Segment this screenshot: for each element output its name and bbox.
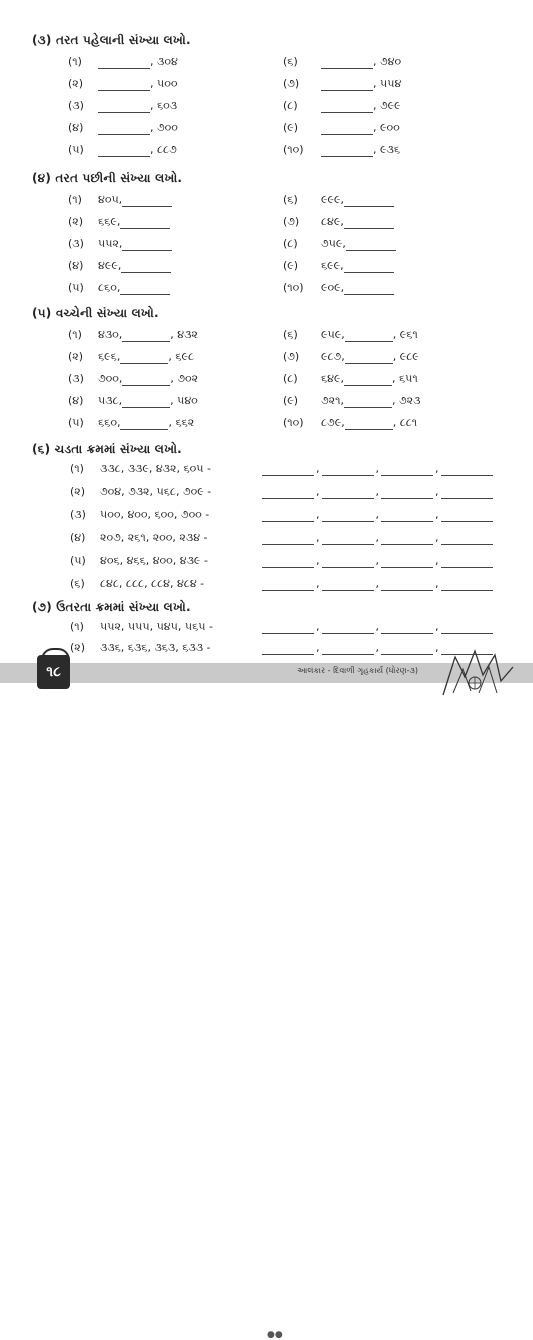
- item-numbers: ૮૪૮, ૮૮૮, ૮૮૪, ૪૮૪ -: [100, 577, 205, 590]
- answer-blank[interactable]: [321, 79, 373, 91]
- item-value: , ૭૦૨: [170, 372, 199, 385]
- answer-blank[interactable]: [381, 643, 433, 655]
- item-value: , ૬૫૧: [392, 372, 418, 385]
- sequence-row: [70, 577, 495, 591]
- item-number: (૨): [68, 350, 84, 363]
- item-value: ૯૯૯,: [321, 193, 345, 206]
- question-item: [283, 372, 418, 386]
- answer-blank[interactable]: [98, 123, 150, 135]
- comma-separator: ,: [435, 462, 439, 475]
- item-value: , ૯૩૬: [373, 143, 400, 156]
- answer-blank[interactable]: [441, 533, 493, 545]
- section-4-title: (૪) તરત પછીની સંખ્યા લખો.: [32, 171, 183, 185]
- answer-blank[interactable]: [381, 464, 433, 476]
- question-item: [283, 328, 418, 342]
- answer-blank[interactable]: [322, 464, 374, 476]
- answer-blank[interactable]: [321, 57, 373, 69]
- comma-separator: ,: [435, 554, 439, 567]
- answer-blank[interactable]: [381, 533, 433, 545]
- item-numbers: ૩૩૮, ૩૩૯, ૪૩૨, ૬૦૫ -: [100, 462, 211, 475]
- item-number: (૮): [283, 237, 298, 250]
- item-number: (૫): [68, 143, 84, 156]
- question-item: [68, 143, 177, 157]
- answer-blank[interactable]: [262, 510, 314, 522]
- comma-separator: ,: [375, 462, 379, 475]
- question-item: [283, 143, 400, 157]
- item-number: (૬): [283, 193, 298, 206]
- decorative-sketch-icon: [435, 647, 515, 697]
- answer-blank[interactable]: [381, 579, 433, 591]
- answer-blank[interactable]: [344, 261, 394, 273]
- question-item: [283, 259, 394, 273]
- item-value: ૮૪૯,: [321, 215, 344, 228]
- answer-blank[interactable]: [322, 510, 374, 522]
- item-number: (૩): [70, 508, 86, 521]
- answer-blank[interactable]: [262, 643, 314, 655]
- comma-separator: ,: [316, 508, 320, 521]
- item-number: (૨): [68, 77, 84, 90]
- answer-blank[interactable]: [120, 352, 168, 364]
- item-number: (૧૦): [283, 143, 304, 156]
- item-value: , ૫૦૦: [150, 77, 178, 90]
- question-item: [283, 281, 394, 295]
- item-value: , ૬૬૨: [168, 416, 195, 429]
- item-number: (૯): [283, 394, 299, 407]
- sequence-row: [70, 485, 495, 499]
- comma-separator: ,: [316, 485, 320, 498]
- question-item: [68, 281, 170, 295]
- answer-blank[interactable]: [441, 487, 493, 499]
- section-5-title: (૫) વચ્ચેની સંખ્યા લખો.: [32, 306, 159, 320]
- item-number: (૬): [283, 328, 298, 341]
- comma-separator: ,: [435, 485, 439, 498]
- comma-separator: ,: [316, 620, 320, 633]
- item-value: , ૬૯૮: [168, 350, 195, 363]
- answer-blank[interactable]: [262, 464, 314, 476]
- item-number: (૬): [283, 55, 298, 68]
- question-item: [68, 237, 172, 251]
- section-6-title: (૬) ચડતા ક્રમમાં સંખ્યા લખો.: [32, 442, 182, 456]
- question-item: [68, 259, 171, 273]
- item-number: (૧): [70, 620, 84, 633]
- question-item: [283, 215, 394, 229]
- answer-blank[interactable]: [381, 556, 433, 568]
- item-value: ૪૩૦,: [98, 328, 123, 341]
- comma-separator: ,: [435, 508, 439, 521]
- answer-blank[interactable]: [441, 579, 493, 591]
- comma-separator: ,: [375, 577, 379, 590]
- comma-separator: ,: [316, 641, 320, 654]
- item-value: ૯૮૭,: [321, 350, 345, 363]
- question-item: [68, 55, 178, 69]
- answer-blank[interactable]: [322, 579, 374, 591]
- item-value: , ૮૮૭: [150, 143, 177, 156]
- item-value: , ૯૮૯: [392, 350, 419, 363]
- item-value: ૬૯૯,: [321, 259, 344, 272]
- item-number: (૯): [283, 259, 299, 272]
- question-item: [283, 99, 401, 113]
- answer-blank[interactable]: [262, 556, 314, 568]
- sequence-row: [70, 508, 495, 522]
- answer-blank[interactable]: [122, 330, 170, 342]
- item-numbers: ૫૫૨, ૫૫૫, ૫૪૫, ૫૬૫ -: [100, 620, 213, 633]
- item-number: (૮): [283, 372, 298, 385]
- answer-blank[interactable]: [321, 123, 373, 135]
- item-value: , ૩૦૪: [150, 55, 178, 68]
- item-number: (૩): [68, 99, 84, 112]
- comma-separator: ,: [435, 641, 439, 654]
- sequence-row: [70, 531, 495, 545]
- item-number: (૫): [68, 416, 84, 429]
- item-number: (૧): [70, 462, 84, 475]
- item-number: (૧): [68, 55, 82, 68]
- answer-blank[interactable]: [345, 352, 393, 364]
- question-item: [283, 350, 419, 364]
- answer-blank[interactable]: [344, 374, 392, 386]
- comma-separator: ,: [435, 620, 439, 633]
- item-value: ૫૫૨,: [98, 237, 123, 250]
- item-numbers: ૪૦૬, ૪૬૬, ૪૦૦, ૪૩૯ -: [100, 554, 208, 567]
- comma-separator: ,: [375, 531, 379, 544]
- answer-blank[interactable]: [441, 556, 493, 568]
- item-number: (૭): [283, 77, 300, 90]
- page-number-badge: ૧૮: [37, 655, 70, 689]
- answer-blank[interactable]: [120, 418, 168, 430]
- comma-separator: ,: [435, 531, 439, 544]
- sequence-row: [70, 554, 495, 568]
- item-value: ૭૨૧,: [321, 394, 344, 407]
- item-value: , ૪૩૨: [170, 328, 198, 341]
- item-value: , ૯૦૦: [373, 121, 400, 134]
- comma-separator: ,: [316, 577, 320, 590]
- answer-blank[interactable]: [344, 217, 394, 229]
- item-value: , ૭૦૦: [150, 121, 178, 134]
- question-item: [68, 372, 198, 386]
- section-7-title: (૭) ઉતરતા ક્રમમાં સંખ્યા લખો.: [32, 600, 191, 614]
- answer-blank[interactable]: [122, 396, 170, 408]
- answer-blank[interactable]: [346, 239, 396, 251]
- item-number: (૧૦): [283, 416, 304, 429]
- question-item: [283, 193, 394, 207]
- item-value: ૬૪૯,: [321, 372, 344, 385]
- question-item: [68, 394, 198, 408]
- speech-bubble-icon: ●●: [267, 1330, 283, 1340]
- answer-blank[interactable]: [322, 533, 374, 545]
- item-value: ૪૦૫,: [98, 193, 123, 206]
- item-numbers: ૭૦૪, ૭૩૨, ૫૬૮, ૭૦૯ -: [100, 485, 212, 498]
- item-value: , ૯૬૧: [392, 328, 418, 341]
- comma-separator: ,: [375, 554, 379, 567]
- answer-blank[interactable]: [121, 261, 171, 273]
- answer-blank[interactable]: [262, 622, 314, 634]
- item-value: ૬૬૦,: [98, 416, 121, 429]
- question-item: [283, 237, 396, 251]
- item-numbers: ૫૦૦, ૪૦૦, ૬૦૦, ૭૦૦ -: [100, 508, 210, 521]
- item-number: (૫): [68, 281, 84, 294]
- item-number: (૭): [283, 350, 300, 363]
- item-number: (૭): [283, 215, 300, 228]
- question-item: [68, 121, 178, 135]
- item-numbers: ૨૦૭, ૨૬૧, ૨૦૦, ૨૩૪ -: [100, 531, 208, 544]
- item-value: ૭૦૦,: [98, 372, 123, 385]
- item-value: ૫૩૮,: [98, 394, 123, 407]
- answer-blank[interactable]: [321, 145, 373, 157]
- answer-blank[interactable]: [122, 374, 170, 386]
- answer-blank[interactable]: [345, 330, 393, 342]
- comma-separator: ,: [316, 462, 320, 475]
- question-item: [283, 77, 401, 91]
- answer-blank[interactable]: [441, 622, 493, 634]
- question-item: [283, 121, 400, 135]
- item-value: ૪૯૯,: [98, 259, 122, 272]
- item-numbers: ૩૩૬, ૬૩૬, ૩૬૩, ૬૩૩ -: [100, 641, 211, 654]
- question-item: [68, 350, 194, 364]
- item-value: ૮૭૯,: [321, 416, 345, 429]
- answer-blank[interactable]: [98, 101, 150, 113]
- answer-blank[interactable]: [262, 579, 314, 591]
- answer-blank[interactable]: [441, 510, 493, 522]
- answer-blank[interactable]: [262, 533, 314, 545]
- answer-blank[interactable]: [120, 283, 170, 295]
- sequence-row: [70, 462, 495, 476]
- item-value: , ૬૦૩: [150, 99, 178, 112]
- comma-separator: ,: [435, 577, 439, 590]
- item-value: , ૫૫૪: [373, 77, 402, 90]
- item-value: , ૭૨૩: [392, 394, 421, 407]
- question-item: [68, 99, 177, 113]
- answer-blank[interactable]: [322, 487, 374, 499]
- answer-blank[interactable]: [344, 396, 392, 408]
- question-item: [68, 215, 170, 229]
- item-value: ૬૯૬,: [98, 350, 121, 363]
- item-value: , ૭૯૯: [373, 99, 401, 112]
- comma-separator: ,: [375, 485, 379, 498]
- answer-blank[interactable]: [381, 622, 433, 634]
- answer-blank[interactable]: [344, 195, 394, 207]
- question-item: [68, 328, 198, 342]
- item-number: (૬): [70, 577, 85, 590]
- item-value: ૯૫૯,: [321, 328, 345, 341]
- answer-blank[interactable]: [321, 101, 373, 113]
- comma-separator: ,: [375, 620, 379, 633]
- question-item: [68, 193, 172, 207]
- comma-separator: ,: [316, 531, 320, 544]
- question-item: [68, 416, 194, 430]
- item-number: (૧): [68, 328, 82, 341]
- item-number: (૪): [68, 121, 84, 134]
- answer-blank[interactable]: [322, 622, 374, 634]
- item-number: (૧): [68, 193, 82, 206]
- item-value: ૭૫૯,: [321, 237, 346, 250]
- item-value: ૯૦૯,: [321, 281, 345, 294]
- question-item: [283, 394, 420, 408]
- answer-blank[interactable]: [381, 487, 433, 499]
- item-number: (૩): [68, 237, 84, 250]
- answer-blank[interactable]: [122, 239, 172, 251]
- item-number: (૨): [68, 215, 84, 228]
- item-number: (૫): [70, 554, 86, 567]
- item-value: ૬૬૯,: [98, 215, 121, 228]
- answer-blank[interactable]: [344, 283, 394, 295]
- answer-blank[interactable]: [122, 195, 172, 207]
- comma-separator: ,: [316, 554, 320, 567]
- answer-blank[interactable]: [262, 487, 314, 499]
- item-number: (૩): [68, 372, 84, 385]
- answer-blank[interactable]: [381, 510, 433, 522]
- answer-blank[interactable]: [120, 217, 170, 229]
- section-3-title: (૩) તરત પહેલાની સંખ્યા લખો.: [32, 33, 191, 47]
- item-number: (૪): [68, 259, 84, 272]
- sequence-row: [70, 620, 495, 634]
- item-number: (૯): [283, 121, 299, 134]
- item-value: ૮૬૦,: [98, 281, 121, 294]
- item-number: (૨): [70, 485, 86, 498]
- item-number: (૨): [70, 641, 86, 654]
- question-item: [283, 55, 401, 69]
- comma-separator: ,: [375, 641, 379, 654]
- item-value: , ૭૪૦: [373, 55, 402, 68]
- answer-blank[interactable]: [441, 464, 493, 476]
- item-value: , ૫૪૦: [170, 394, 198, 407]
- item-number: (૧૦): [283, 281, 304, 294]
- comma-separator: ,: [375, 508, 379, 521]
- answer-blank[interactable]: [345, 418, 393, 430]
- answer-blank[interactable]: [98, 79, 150, 91]
- item-number: (૮): [283, 99, 298, 112]
- question-item: [68, 77, 177, 91]
- answer-blank[interactable]: [322, 556, 374, 568]
- answer-blank[interactable]: [98, 57, 150, 69]
- sequence-row: [70, 641, 495, 655]
- item-number: (૪): [70, 531, 86, 544]
- footer-text: આલંકાર - દિવાળી ગૃહકાર્ય (ધોરણ-૩): [297, 666, 418, 675]
- question-item: [283, 416, 417, 430]
- answer-blank[interactable]: [98, 145, 150, 157]
- item-value: , ૮૮૧: [392, 416, 418, 429]
- answer-blank[interactable]: [322, 643, 374, 655]
- item-number: (૪): [68, 394, 84, 407]
